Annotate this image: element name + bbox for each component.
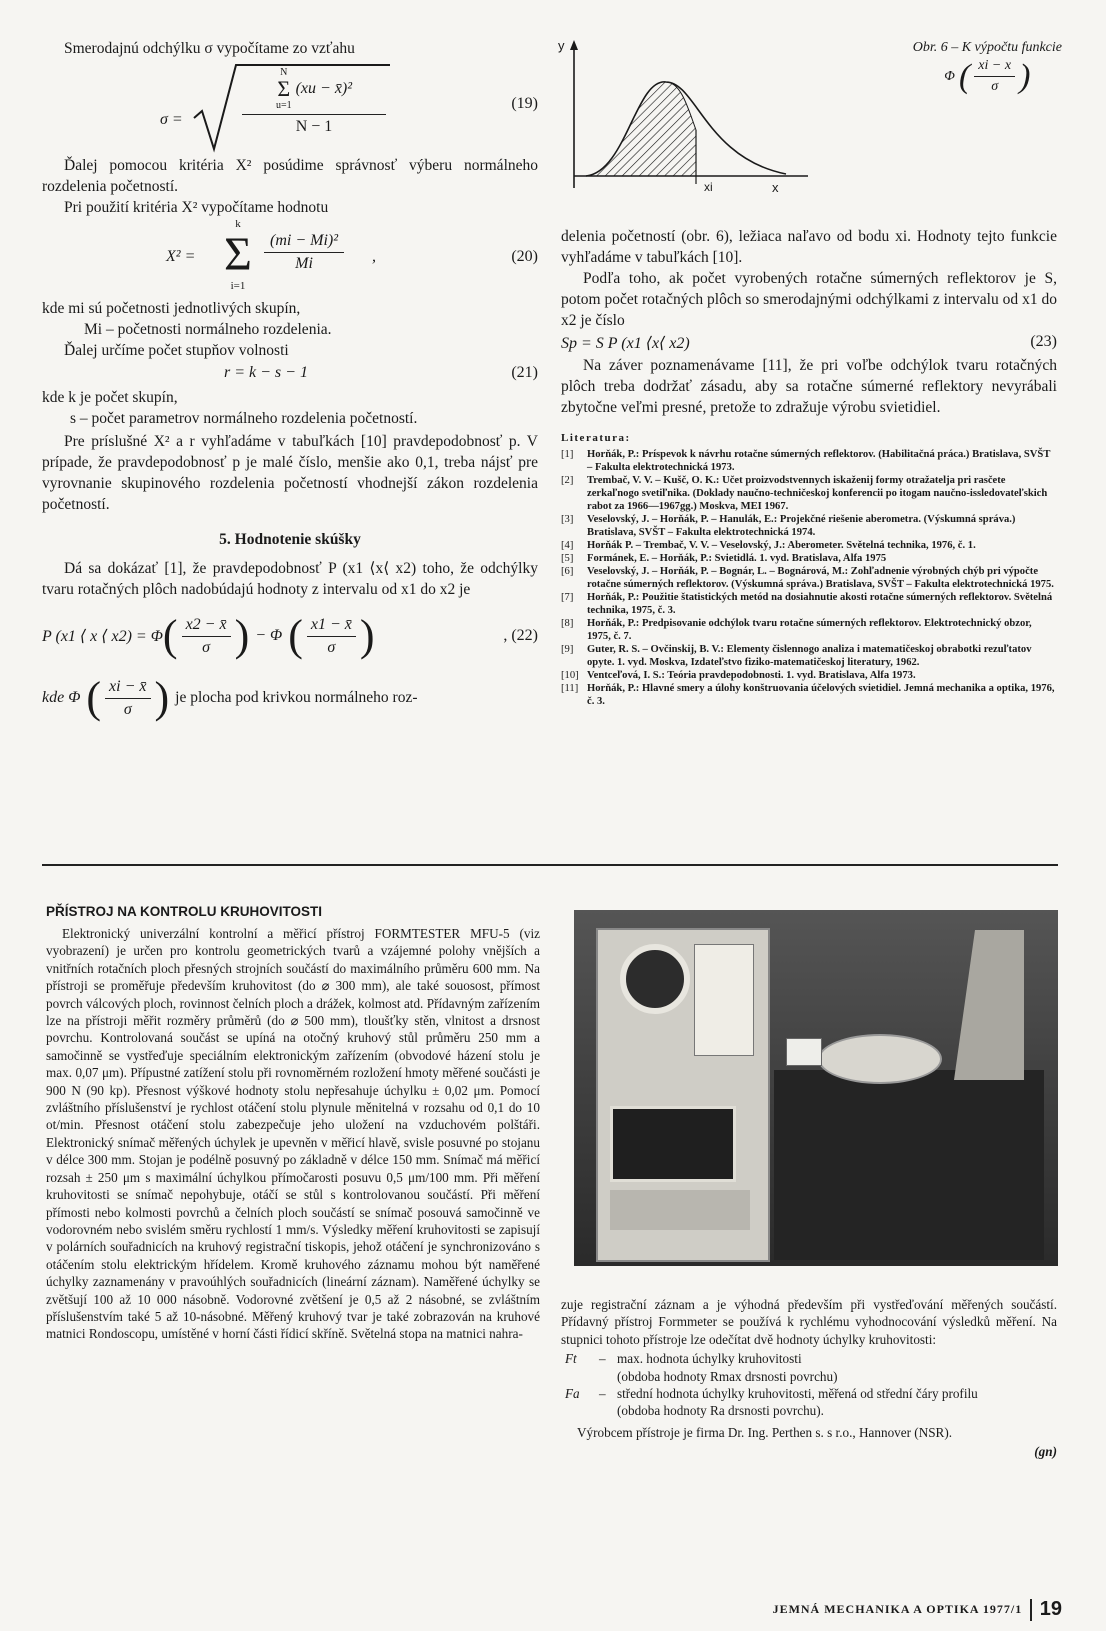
eq19-denominator: N − 1 bbox=[295, 118, 333, 135]
eq20-lhs: X² = bbox=[166, 248, 196, 265]
reference-number: [2] bbox=[561, 475, 574, 486]
kde-text: je plocha pod krivkou normálneho roz- bbox=[175, 689, 418, 706]
paragraph: Smerodajnú odchýlku σ vypočítame zo vzťahu bbox=[64, 40, 355, 57]
paragraph: Výrobcem přístroje je firma Dr. Ing. Perthen s. s r.o., Hannover (NSR). bbox=[577, 1424, 953, 1440]
article-title: PŘÍSTROJ NA KONTROLU KRUHOVITOSTI bbox=[46, 904, 323, 919]
reference-item bbox=[561, 552, 1057, 565]
article-right-column bbox=[561, 1296, 1057, 1461]
phi-fraction: $\frac{xi - x̄}{\sigma}$ bbox=[105, 678, 150, 719]
reference-item bbox=[561, 591, 1057, 617]
equation-20 bbox=[42, 218, 538, 298]
eq20-number: (20) bbox=[511, 248, 538, 265]
reference-item bbox=[561, 513, 1057, 539]
reference-number: [7] bbox=[561, 592, 574, 603]
eq19-lhs: σ = bbox=[160, 111, 183, 128]
reference-item bbox=[561, 448, 1057, 474]
eq19-number: (19) bbox=[511, 95, 538, 112]
eq21-number: (21) bbox=[511, 364, 538, 381]
xi-label: xi bbox=[704, 180, 713, 194]
page-number: 19 bbox=[1039, 1598, 1062, 1620]
reference-text: Horňák P. – Trembač, V. V. – Veselovský, J.: Aberometer. Světelná technika, 1976, č. 1. bbox=[587, 540, 976, 551]
fa-symbol: Fa bbox=[565, 1386, 580, 1402]
reference-number: [11] bbox=[561, 683, 579, 694]
sum-top: k bbox=[235, 218, 241, 230]
sum-top: N bbox=[280, 67, 288, 78]
paragraph: Dá sa dokázať [1], že pravdepodobnosť P (x1 ⟨x⟨ x2) toho, že odchýlky tvaru rotačných plôch nadobúdajú hodnoty z intervalu od x1 do x2 je bbox=[42, 560, 538, 598]
fa-note: (obdoba hodnoty Ra drsnosti povrchu). bbox=[617, 1403, 824, 1419]
y-axis-label: y bbox=[558, 38, 565, 53]
reference-item bbox=[561, 539, 1057, 552]
paragraph: Podľa toho, ak počet vyrobených rotačne súmerných reflektorov je S, potom počet rotačných plôch so smerodajnými odchýlkami z intervalu od x1 do x2 je číslo bbox=[561, 270, 1057, 329]
reference-text: Ventceľová, I. S.: Teória pravdepodobnosti. 1. vyd. Bratislava, Alfa 1973. bbox=[587, 670, 916, 681]
eq22-frac2: $\frac{x1 - x̄}{\sigma}$ bbox=[307, 616, 356, 657]
x-axis-label: x bbox=[772, 180, 779, 195]
equation-21 bbox=[42, 361, 538, 387]
ft-symbol: Ft bbox=[565, 1351, 577, 1367]
measuring-base bbox=[774, 1070, 1044, 1260]
eq19-numerator: (xu − x̄)² bbox=[295, 80, 353, 97]
reference-number: [6] bbox=[561, 566, 574, 577]
eq19-fraction: N Σ u=1 (xu − x̄)² N − 1 bbox=[242, 67, 386, 136]
kde-phi: kde Φ bbox=[42, 689, 81, 706]
reference-list bbox=[561, 448, 1057, 708]
instrument-photo bbox=[574, 910, 1058, 1266]
ft-note: (obdoba hodnoty Rmax drsnosti povrchu) bbox=[617, 1368, 838, 1384]
reference-number: [9] bbox=[561, 644, 574, 655]
paragraph: kde mi sú početnosti jednotlivých skupín, bbox=[42, 300, 301, 317]
paragraph: Na záver poznamenávame [11], že pri voľbe odchýlok tvaru rotačných plôch treba dodržať zásadu, aby sa rotačne súmerné reflektory nevyrábali zbytočne veľmi presné, pretože to zdražuje výrobu svietidiel. bbox=[561, 357, 1057, 416]
eq22-lhs: P (x1 ⟨ x ⟨ x2) = Φ bbox=[42, 628, 163, 645]
eq23-expr: Sp = S P (x1 ⟨x⟨ x2) bbox=[561, 335, 690, 352]
reference-number: [8] bbox=[561, 618, 574, 629]
eq20-numerator: (mi − Mi)² bbox=[264, 232, 344, 253]
right-column bbox=[561, 226, 1057, 708]
eq22-mid: − Φ bbox=[255, 627, 283, 644]
reference-item bbox=[561, 565, 1057, 591]
reference-number: [1] bbox=[561, 449, 574, 460]
reference-item bbox=[561, 682, 1057, 708]
meter-panel bbox=[694, 944, 754, 1056]
ft-definition bbox=[561, 1350, 1057, 1385]
paragraph: Mi – početnosti normálneho rozdelenia. bbox=[84, 321, 332, 338]
signature: (gn) bbox=[1034, 1444, 1057, 1460]
reference-number: [5] bbox=[561, 553, 574, 564]
reference-number: [4] bbox=[561, 540, 574, 551]
eq22-frac1: $\frac{x2 - x̄}{\sigma}$ bbox=[182, 616, 231, 657]
eq20-tail: , bbox=[372, 248, 376, 265]
article-body: Elektronický univerzální kontrolní a měřicí přístroj FORMTESTER MFU-5 (viz vyobrazení) je určen pro kontrolu geometrických tvarů a vzájemné polohy vnějších a vnitřních rotačních ploch přesných strojních součástí do maximálního průměru 600 mm. Na přístroji se proměřuje především kruhovitost (do ⌀ 300 mm), ale také souosost, přímost povrch válcových ploch, rovinnost čelních ploch a drážek, kolmost atd. Přídavným zařízením lze na přístroji měřit rozměry průměrů (do ⌀ 500 mm), tloušťky stěn, vlnitost a drsnost povrchu. Kontrolovaná součást se upíná na otočný kruhový stůl průměru 250 mm a samočinně se vystřeďuje speciálním elektronickým zařízením (obvodové házení stolu je max. 0,07 μm). Přípustné zatížení stolu při rovnoměrném rozložení hmoty měřené součásti je 900 N (90 kp). Přesnost výškové hodnoty stolu nepřesahuje úchylku ± 0,02 μm. Pomocí zvláštního příslušenství je rychlost otáčení stolu plynule měnitelná v rozsahu od 0,1 do 10 ot/min. Přesnost otáčení stolu zabezpečuje jeho uložení na vzduchovém polštáři. Elektronický snímač měřených úchylek je upevněn v měřicí hlavě, svisle posuvné po stojanu v délce 300 mm. Stojan je podélně posuvný po základně v délce 150 mm. Snímač má měřicí rozsah ± 250 μm s maximální úchylkou přímočarosti posuvu 0,5 μm/100 mm. Při měření kruhovitosti se snímač nepohybuje, otáčí se stůl s kontrolovanou součástí. Při měření přímosti nebo kolmosti povrchů a čelních ploch součástí se snímač posouvá samočinně ve vodorovném nebo svislém směru rychlostí 1 mm/s. Výsledky měření kruhovitosti se zapisují v polárních souřadnicích na kruhový registrační tiskopis, jehož otáčení je synchronizováno s otáčením stolu elektrickým hřídelem. Kromě kruhového záznamu mohou být naměřené úchylky zaznamenány v pravoúhlých souřadnicích (lineární záznam). Naměřené úchylky se zvětšují 100 až 10 000 násobně. Vodorovné zvětšení je 0,5 až 2 násobné, se zvláštním příslušenstvím také 5 až 10-násobné. Měřený kruhový tvar je také zobrazován na kruhové matnici Rondoscopu, umístěné v horní části řídicí skříně. Světelná stopa na matnici nahra- bbox=[46, 926, 540, 1342]
oscilloscope-screen bbox=[620, 944, 690, 1014]
reference-number: [3] bbox=[561, 514, 574, 525]
phi-definition: kde Φ ( $\frac{xi - x̄}{\sigma}$ ) je plocha pod krivkou normálneho roz- bbox=[42, 673, 418, 722]
divider bbox=[42, 864, 1058, 866]
eq23-number: (23) bbox=[1030, 333, 1057, 350]
rotary-table bbox=[818, 1034, 942, 1084]
recorder-unit bbox=[610, 1106, 736, 1182]
reference-text: Horňák, P.: Použitie štatistických metód na dosiahnutie akosti rotačne súmerných reflektorov. Světelná technika, 1975, č. 3. bbox=[587, 592, 1053, 616]
sum-bottom: u=1 bbox=[275, 100, 292, 111]
reference-item bbox=[561, 669, 1057, 682]
fa-definition bbox=[561, 1385, 1057, 1420]
reference-text: Horňák, P.: Hlavné smery a úlohy konštruovania účelových svietidiel. Jemná mechanika a optika, 1976, č. 3. bbox=[587, 683, 1055, 707]
equation-19 bbox=[42, 59, 538, 155]
footer bbox=[773, 1598, 1062, 1621]
equation-22: P (x1 ⟨ x ⟨ x2) = Φ ( $\frac{x2 - x̄}{\sigma}$ ) − Φ ( $\frac{x1 - x̄}{\sigma}$ ) , (22) bbox=[42, 611, 538, 660]
eq21-expr: r = k − s − 1 bbox=[224, 364, 308, 381]
eq20-fraction bbox=[264, 232, 344, 273]
reference-item bbox=[561, 643, 1057, 669]
figure-caption: Obr. 6 – K výpočtu funkcie Φ ( $\frac{xi - x}{\sigma}$ ) bbox=[912, 40, 1062, 95]
figure-6 bbox=[556, 38, 1062, 208]
sum-bottom: i=1 bbox=[230, 280, 246, 292]
section-heading: 5. Hodnotenie skúšky bbox=[219, 531, 361, 548]
fa-text: střední hodnota úchylky kruhovitosti, měřená od střední čáry profilu bbox=[617, 1386, 978, 1402]
reference-text: Veselovský, J. – Horňák, P. – Bognár, L. – Bognárová, M.: Zohľadnenie výrobných chýb pri výpočte rotačne súmerných reflektorov. (Výskumná správa.) Bratislava, SVŠT – Fakulta elektrotechnická 1975. bbox=[587, 566, 1054, 590]
paragraph: Pri použití kritéria X² vypočítame hodnotu bbox=[64, 199, 329, 216]
paragraph: zuje registrační záznam a je výhodná především při vystřeďování měřených součástí. Přídavný přístroj Formmeter se používá k rychlému vyhodnocování výsledků měření. Na stupnici tohoto přístroje lze odečítat dvě hodnoty úchylky kruhovitosti: bbox=[561, 1297, 1057, 1347]
ft-dash: – bbox=[599, 1351, 606, 1367]
eq20-sum: k Σ i=1 bbox=[224, 218, 252, 292]
reference-item bbox=[561, 474, 1057, 513]
paragraph: delenia početností (obr. 6), ležiaca naľavo od bodu xi. Hodnoty tejto funkcie vyhľadáme v tabuľkách [10]. bbox=[561, 228, 1057, 266]
fa-dash: – bbox=[599, 1386, 606, 1402]
reference-number: [10] bbox=[561, 670, 579, 681]
reference-item bbox=[561, 617, 1057, 643]
reference-text: Horňák, P.: Predpisovanie odchýlok tvaru rotačne súmerných reflektorov. Elektrotechnický obzor, 1975, č. 7. bbox=[587, 618, 1032, 642]
paragraph: Ďalej pomocou kritéria X² posúdime správnosť výberu normálneho rozdelenia početností. bbox=[42, 157, 538, 195]
reference-text: Horňák, P.: Príspevok k návrhu rotačne súmerných reflektorov. (Habilitačná práca.) Bratislava, SVŠT – Fakulta elektrotechnická 1973. bbox=[587, 449, 1051, 473]
paragraph: Ďalej určíme počet stupňov volnosti bbox=[64, 342, 289, 359]
reference-text: Guter, R. S. – Ovčinskij, B. V.: Elementy čislennogo analiza i matematičeskoj obrabotki rezuľtatov opyte. 1. vyd. Moskva, Izdateľstvo fiziko-matematičeskoj literatury, 1962. bbox=[587, 644, 1032, 668]
equation-23 bbox=[561, 331, 1057, 355]
eq20-denominator: Mi bbox=[295, 255, 313, 272]
article-left-column bbox=[46, 904, 540, 1343]
journal-name: JEMNÁ MECHANIKA A OPTIKA 1977/1 bbox=[772, 1602, 1023, 1616]
formmeter-box bbox=[786, 1038, 822, 1066]
reference-text: Veselovský, J. – Horňák, P. – Hanulák, E.: Projekčné riešenie aberometra. (Výskumná správa.) Bratislava, SVŠT – Fakulta elektrotechnická 1974. bbox=[587, 514, 1016, 538]
paragraph: Pre príslušné X² a r vyhľadáme v tabuľkách [10] pravdepodobnosť p. V prípade, že pravdepodobnosť p je malé číslo, menšie ako 0,1, treba nájsť pre vyrovnanie skupinového rozdelenia početností vhodnejší zákon rozdelenia početností. bbox=[42, 433, 538, 513]
reference-text: Formánek, E. – Horňák, P.: Svietidlá. 1. vyd. Bratislava, Alfa 1975 bbox=[587, 553, 887, 564]
paragraph: kde k je počet skupín, bbox=[42, 389, 178, 406]
reference-text: Trembač, V. V. – Kušč, O. K.: Učet proizvodstvennych iskaženij formy otražatelja pri rasčete zerkaľnogo svetiľnika. (Doklady naučno-techničeskoj konferencii po itogam naučno-issledovateľskich rabot za 1966—1967gg.) Moskva, MEI 1967. bbox=[587, 475, 1048, 512]
left-column bbox=[42, 38, 538, 728]
literature-heading: Literatura: bbox=[561, 432, 631, 444]
paragraph: s – počet parametrov normálneho rozdelenia početností. bbox=[70, 410, 418, 427]
eq22-number: , (22) bbox=[503, 627, 538, 644]
ft-text: max. hodnota úchylky kruhovitosti bbox=[617, 1351, 802, 1367]
